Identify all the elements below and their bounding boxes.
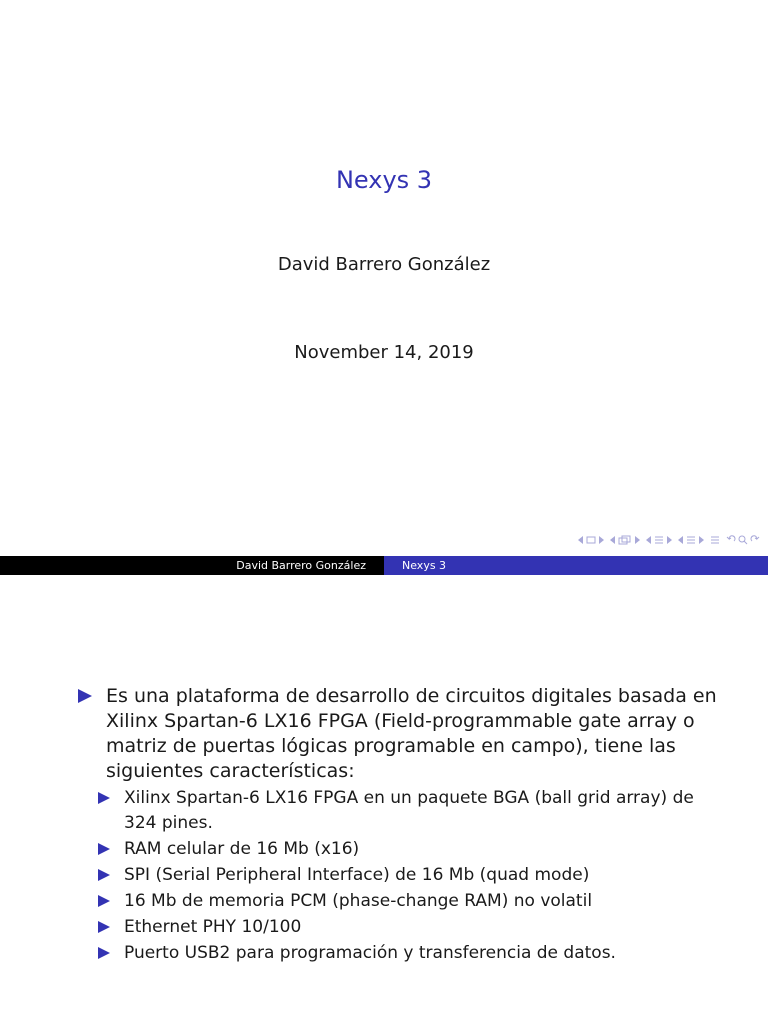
sub-list-item: [98, 786, 718, 836]
sub-list-item: [98, 889, 718, 914]
bullet-arrow-icon: [98, 895, 110, 907]
nav-section-group[interactable]: [646, 535, 672, 545]
search-icon[interactable]: [738, 535, 748, 545]
nav-document-icon[interactable]: [686, 535, 696, 545]
nav-right-arrow-icon[interactable]: [598, 536, 604, 544]
nav-left-arrow-icon[interactable]: [678, 536, 684, 544]
footline-author: David Barrero González: [0, 556, 384, 575]
nav-left-arrow-icon[interactable]: [646, 536, 652, 544]
content-slide: [0, 576, 768, 1024]
sub-item-text: Xilinx Spartan-6 LX16 FPGA en un paquete BGA (ball grid array) de 324 pines.: [124, 788, 694, 833]
sub-item-text: RAM celular de 16 Mb (x16): [124, 839, 360, 859]
nav-doc-group[interactable]: [678, 535, 704, 545]
bullet-arrow-icon: [98, 869, 110, 881]
back-icon[interactable]: [726, 535, 736, 545]
bullet-arrow-icon: [98, 921, 110, 933]
footline-title: Nexys 3: [384, 556, 768, 575]
nav-right-arrow-icon[interactable]: [698, 536, 704, 544]
footline-bar: [0, 556, 768, 575]
presentation-title: Nexys 3: [335, 166, 433, 194]
nav-subsection-group[interactable]: [610, 535, 640, 545]
nav-left-arrow-icon[interactable]: [610, 536, 616, 544]
nav-frame-icon[interactable]: [586, 536, 596, 544]
bullet-arrow-icon: [78, 689, 92, 703]
forward-icon[interactable]: [750, 535, 760, 545]
sub-list-item: [98, 915, 718, 940]
nav-right-arrow-icon[interactable]: [666, 536, 672, 544]
sub-item-text: SPI (Serial Peripheral Interface) de 16 Mb (quad mode): [124, 865, 590, 885]
sub-item-text: Puerto USB2 para programación y transferencia de datos.: [124, 943, 616, 963]
bullet-arrow-icon: [98, 947, 110, 959]
sub-item-text: Ethernet PHY 10/100: [124, 917, 302, 937]
sub-list-item: [98, 941, 718, 966]
bullet-arrow-icon: [98, 792, 110, 804]
bullet-list: [78, 684, 718, 966]
sub-list-item: [98, 837, 718, 862]
nav-appendix-icon[interactable]: [710, 535, 720, 545]
nav-left-arrow-icon[interactable]: [578, 536, 584, 544]
list-item: [78, 684, 718, 784]
nav-section-icon[interactable]: [654, 535, 664, 545]
nav-frame-group[interactable]: [578, 536, 604, 544]
bullet-arrow-icon: [98, 843, 110, 855]
main-item-text: Es una plataforma de desarrollo de circuitos digitales basada en Xilinx Spartan-6 LX16 FPGA (Field-programmable gate array o matriz de puertas lógicas programable en campo), tiene las siguientes características:: [106, 685, 717, 782]
nav-right-arrow-icon[interactable]: [634, 536, 640, 544]
presentation-author: David Barrero González: [277, 254, 491, 275]
presentation-date: November 14, 2019: [294, 342, 474, 363]
sub-list: [98, 786, 718, 966]
navigation-symbols: [578, 535, 760, 545]
nav-subsection-icon[interactable]: [618, 535, 632, 545]
sub-item-text: 16 Mb de memoria PCM (phase-change RAM) no volatil: [124, 891, 593, 911]
nav-search-group[interactable]: [726, 535, 760, 545]
sub-list-item: [98, 863, 718, 888]
